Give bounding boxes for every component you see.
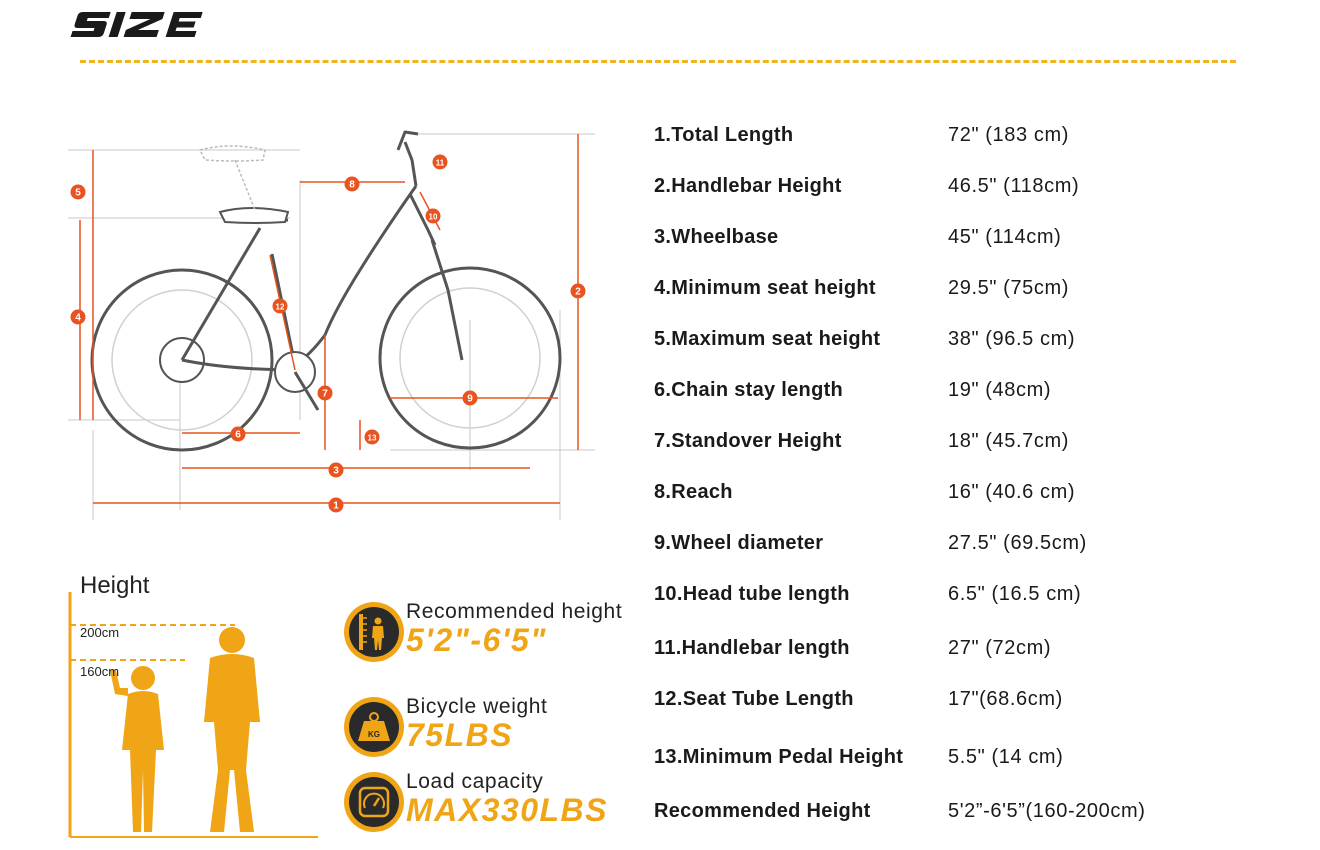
spec-label: 4.Minimum seat height: [654, 277, 876, 299]
marker-6: [231, 427, 246, 442]
recommended-height-feature: [342, 600, 662, 668]
feature-label: Recommended height: [406, 600, 623, 623]
feature-value: MAX330LBS: [406, 792, 608, 828]
svg-text:1: 1: [333, 500, 339, 512]
spec-label: 10.Head tube length: [654, 583, 850, 605]
height-mark-160: 160cm: [80, 664, 120, 679]
feature-label: Bicycle weight: [406, 695, 548, 718]
spec-label: 1.Total Length: [654, 124, 794, 146]
svg-text:2: 2: [575, 286, 581, 298]
svg-text:5: 5: [75, 187, 81, 199]
svg-text:13: 13: [367, 433, 377, 443]
person-height-icon: [342, 600, 406, 664]
marker-4: [71, 310, 86, 325]
dashed-divider: [80, 60, 1236, 63]
spec-label: 3.Wheelbase: [654, 226, 779, 248]
spec-value: 29.5" (75cm): [948, 277, 1070, 299]
marker-10: [426, 209, 441, 224]
marker-11: [433, 155, 448, 170]
person-160-icon: [110, 666, 164, 832]
size-logo: [70, 8, 218, 40]
gauge-icon: [342, 770, 406, 834]
spec-label: 9.Wheel diameter: [654, 532, 824, 554]
svg-text:9: 9: [467, 393, 473, 405]
spec-value: 18" (45.7cm): [948, 430, 1070, 452]
height-chart: [60, 570, 330, 845]
marker-5: [71, 185, 86, 200]
spec-value: 17"(68.6cm): [948, 688, 1063, 710]
svg-text:6: 6: [235, 429, 241, 441]
feature-value: 75LBS: [406, 717, 514, 753]
spec-label: 7.Standover Height: [654, 430, 842, 452]
marker-13: [365, 430, 380, 445]
marker-3: [329, 463, 344, 478]
bicycle-weight-feature: [342, 695, 662, 763]
spec-value: 45" (114cm): [948, 226, 1062, 248]
spec-label: 6.Chain stay length: [654, 379, 844, 401]
dimension-markers: [71, 155, 586, 513]
svg-text:12: 12: [275, 302, 285, 312]
spec-value: 19" (48cm): [948, 379, 1052, 401]
spec-label: 13.Minimum Pedal Height: [654, 746, 904, 768]
spec-value: 38" (96.5 cm): [948, 328, 1076, 350]
spec-label: 12.Seat Tube Length: [654, 688, 854, 710]
spec-label: 8.Reach: [654, 481, 733, 503]
marker-8: [345, 177, 360, 192]
spec-label: Recommended Height: [654, 800, 871, 822]
weight-kg-icon: [342, 695, 406, 759]
svg-text:8: 8: [349, 179, 355, 191]
spec-label: 5.Maximum seat height: [654, 328, 881, 350]
spec-label: 2.Handlebar Height: [654, 175, 842, 197]
feature-label: Load capacity: [406, 770, 544, 793]
svg-text:10: 10: [428, 212, 438, 222]
height-chart-title: Height: [80, 572, 150, 599]
marker-9: [463, 391, 478, 406]
height-silhouettes: [60, 570, 330, 845]
spec-value: 16" (40.6 cm): [948, 481, 1076, 503]
load-capacity-feature: [342, 770, 662, 838]
marker-2: [571, 284, 586, 299]
spec-label: 11.Handlebar length: [654, 637, 850, 659]
marker-12: [273, 299, 288, 314]
height-mark-200: 200cm: [80, 625, 120, 640]
spec-value: 6.5" (16.5 cm): [948, 583, 1082, 605]
svg-text:KG: KG: [368, 730, 380, 739]
bike-geometry-diagram: [60, 120, 620, 530]
svg-text:4: 4: [75, 312, 81, 324]
marker-1: [329, 498, 344, 513]
spec-value: 5'2”-6'5”(160-200cm): [948, 800, 1146, 822]
svg-text:11: 11: [435, 158, 445, 168]
person-200-icon: [204, 627, 260, 832]
spec-value: 5.5" (14 cm): [948, 746, 1064, 768]
spec-value: 46.5" (118cm): [948, 175, 1080, 197]
spec-value: 27" (72cm): [948, 637, 1052, 659]
spec-value: 72" (183 cm): [948, 124, 1070, 146]
feature-value: 5'2"-6'5": [406, 622, 547, 658]
marker-7: [318, 386, 333, 401]
svg-text:3: 3: [333, 465, 339, 477]
svg-text:7: 7: [322, 388, 328, 400]
spec-value: 27.5" (69.5cm): [948, 532, 1087, 554]
